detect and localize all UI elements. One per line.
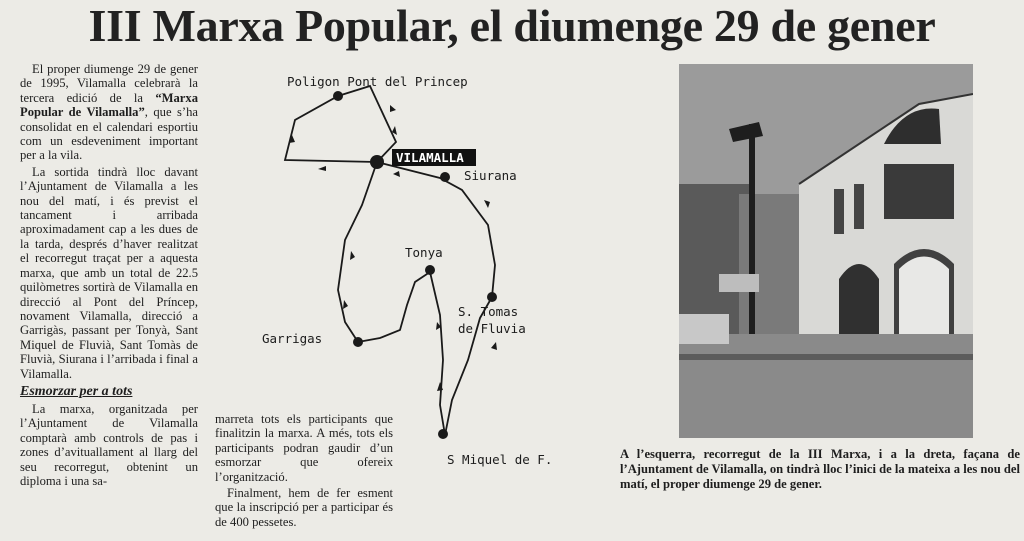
photo-caption: A l’esquerra, recorregut de la III Marxa, i a la dreta, façana de l’Ajuntament de Vilamalla, on tindrà lloc l’inici de la mateixa a les nou del matí, el proper diumenge 29 de gener. [620,447,1020,491]
paragraph-organization: La marxa, organitzada per l’Ajuntament de Vilamalla comptarà amb controls de pas i zones d’avituallament al llarg del seu recorregut, obtenint un diploma i una sa- [20,401,198,488]
label-siurana: Siurana [464,168,517,183]
label-stomas-line1: S. Tomas [458,304,519,319]
route-garrigas-to-vilamalla [338,162,377,342]
town-hall-photo-svg [679,64,973,438]
route-tonya-to-garrigas [358,272,430,342]
label-stomas-line2: de Fluvia [458,321,526,336]
route-waypoints [333,91,497,439]
direction-arrow-5 [393,171,400,177]
event-name: “Marxa Popular de Vilamalla” [20,90,198,120]
waypoint-vilamalla [370,155,384,169]
route-map [240,60,600,480]
waypoint-tonya [425,265,435,275]
article-column-1 [20,62,198,490]
subheading: Esmorzar per a tots [20,383,133,399]
town-hall-photo [679,64,973,438]
label-poligon: Poligon Pont del Princep [287,74,468,89]
label-garrigas: Garrigas [262,331,323,346]
route-smiquel-to-tonya [430,272,445,435]
headline: III Marxa Popular, el diumenge 29 de gener [88,0,936,51]
label-vilamalla: VILAMALLA [396,150,464,165]
direction-arrow-9 [491,342,497,350]
waypoint-stomas [487,292,497,302]
label-tonya: Tonya [405,245,443,260]
waypoint-siurana [440,172,450,182]
label-smiquel: S Miquel de F. [447,452,553,467]
waypoint-garrigas [353,337,363,347]
waypoint-smiquel [438,429,448,439]
paragraph-breakfast: marreta tots els participants que finalitzin la marxa. A més, tots els participants podran gaudir d’un esmorzar que ofereix l’organització. [215,412,393,484]
direction-arrow-4 [318,166,326,171]
paragraph-route: La sortida tindrà lloc davant l’Ajuntament de Vilamalla a les nou del matí, i és previst el tancament i arribada aproximadament cap a les dues de la tarda, després d’haver realitzat el recorregut traçat per a aquesta marxa, que amb un total de 22.5 quilòmetres sortirà de Vilamalla en direcció al Pont del Príncep, novament Vilamalla, direcció a Garrigàs, passant per Tonyà, Sant Miquel de Fluvià, Sant Tomàs de Fluvià, Siurana i l’arribada i final a Vilamalla. [20,164,198,381]
paragraph-registration: Finalment, hem de fer esment que la inscripció per a participar és de 400 pessetes. [215,486,393,529]
direction-arrow-11 [350,251,355,260]
direction-arrow-10 [343,300,348,309]
direction-arrow-6 [484,200,490,208]
route-map-svg [240,60,600,480]
paragraph-intro: El proper diumenge 29 de gener de 1995, Vilamalla celebrarà la tercera edició de la “Marxa Popular de Vilamalla”, que s’ha consolidat en el calendari esportiu com un esdeveniment important per a la vila. [20,62,198,163]
direction-arrow-2 [390,105,396,112]
waypoint-poligon [333,91,343,101]
